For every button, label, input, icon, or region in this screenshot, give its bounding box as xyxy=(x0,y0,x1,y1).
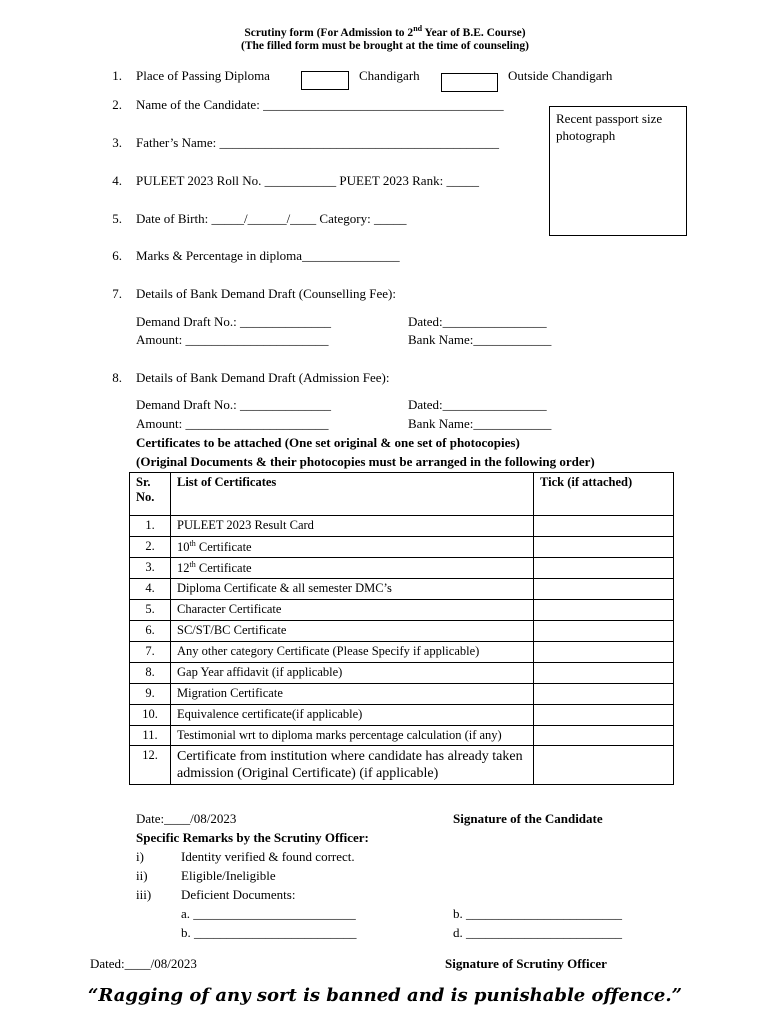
tick-cell[interactable] xyxy=(534,746,674,785)
counselling-dd-heading: Details of Bank Demand Draft (Counselling Fee): xyxy=(136,286,396,301)
deficient-doc-b-left-field[interactable]: b. _________________________ xyxy=(181,925,357,940)
deficient-doc-d-field[interactable]: d. ________________________ xyxy=(453,925,622,940)
table-header-row xyxy=(130,473,674,516)
remark-number: iii) xyxy=(136,887,152,902)
place-of-passing-label: Place of Passing Diploma xyxy=(136,68,270,83)
chandigarh-label: Chandigarh xyxy=(359,68,420,83)
deficient-doc-a-field[interactable]: a. _________________________ xyxy=(181,906,356,921)
table-row xyxy=(130,684,674,705)
tick-cell[interactable] xyxy=(534,705,674,726)
row-sr: 3. xyxy=(130,558,171,579)
table-row xyxy=(130,516,674,537)
admission-dd-number-field[interactable]: Demand Draft No.: ______________ xyxy=(136,397,331,412)
remark-number: ii) xyxy=(136,868,148,883)
table-row xyxy=(130,600,674,621)
admission-dd-dated-field[interactable]: Dated:________________ xyxy=(408,397,547,412)
remark-identity: Identity verified & found correct. xyxy=(181,849,355,864)
certificates-table xyxy=(129,472,674,785)
father-name-field[interactable]: Father’s Name: ___________________________________________ xyxy=(136,135,500,150)
row-certificate: SC/ST/BC Certificate xyxy=(171,621,534,642)
table-row xyxy=(130,726,674,746)
row-certificate: Migration Certificate xyxy=(171,684,534,705)
tick-cell[interactable] xyxy=(534,516,674,537)
ragging-notice: “Ragging of any sort is banned and is punishable offence.” xyxy=(88,985,682,1006)
field-number: 4. xyxy=(112,173,122,188)
candidate-name-field[interactable]: Name of the Candidate: _____________________________________ xyxy=(136,97,504,112)
roll-rank-field[interactable]: PULEET 2023 Roll No. ___________ PUEET 2023 Rank: _____ xyxy=(136,173,479,188)
officer-date-field[interactable]: Dated:____/08/2023 xyxy=(90,956,197,971)
sr-no-header: Sr. No. xyxy=(130,473,171,516)
row-certificate: Certificate from institution where candidate has already taken admission (Original Certificate) (if applicable) xyxy=(171,746,534,785)
row-sr: 2. xyxy=(130,537,171,558)
officer-signature-label: Signature of Scrutiny Officer xyxy=(445,956,607,971)
row-certificate: 12th Certificate xyxy=(171,558,534,579)
outside-chandigarh-checkbox[interactable] xyxy=(441,73,498,92)
tick-cell[interactable] xyxy=(534,642,674,663)
row-sr: 9. xyxy=(130,684,171,705)
remarks-heading: Specific Remarks by the Scrutiny Officer: xyxy=(136,830,369,845)
table-row xyxy=(130,579,674,600)
tick-cell[interactable] xyxy=(534,684,674,705)
list-header: List of Certificates xyxy=(171,473,534,516)
field-number: 6. xyxy=(112,248,122,263)
remark-number: i) xyxy=(136,849,144,864)
field-number: 5. xyxy=(112,211,122,226)
tick-cell[interactable] xyxy=(534,579,674,600)
table-row xyxy=(130,642,674,663)
remark-deficient: Deficient Documents: xyxy=(181,887,296,902)
deficient-doc-b-right-field[interactable]: b. ________________________ xyxy=(453,906,622,921)
tick-cell[interactable] xyxy=(534,558,674,579)
dob-category-field[interactable]: Date of Birth: _____/______/____ Category: _____ xyxy=(136,211,407,226)
marks-percentage-field[interactable]: Marks & Percentage in diploma_______________ xyxy=(136,248,400,263)
table-row xyxy=(130,621,674,642)
row-sr: 8. xyxy=(130,663,171,684)
table-row xyxy=(130,537,674,558)
tick-cell[interactable] xyxy=(534,621,674,642)
field-number: 2. xyxy=(112,97,122,112)
counselling-dd-bank-field[interactable]: Bank Name:____________ xyxy=(408,332,552,347)
field-number: 3. xyxy=(112,135,122,150)
certificates-order-note: (Original Documents & their photocopies must be arranged in the following order) xyxy=(136,454,595,469)
row-certificate: Character Certificate xyxy=(171,600,534,621)
row-certificate: Equivalence certificate(if applicable) xyxy=(171,705,534,726)
row-certificate: PULEET 2023 Result Card xyxy=(171,516,534,537)
row-sr: 11. xyxy=(130,726,171,746)
counselling-dd-dated-field[interactable]: Dated:________________ xyxy=(408,314,547,329)
field-number: 8. xyxy=(112,370,122,385)
counselling-dd-amount-field[interactable]: Amount: ______________________ xyxy=(136,332,329,347)
tick-cell[interactable] xyxy=(534,663,674,684)
admission-dd-amount-field[interactable]: Amount: ______________________ xyxy=(136,416,329,431)
form-title: Scrutiny form (For Admission to 2nd Year of B.E. Course) xyxy=(244,24,526,39)
field-number: 1. xyxy=(112,68,122,83)
form-subtitle: (The filled form must be brought at the time of counseling) xyxy=(241,40,529,52)
certificates-heading: Certificates to be attached (One set original & one set of photocopies) xyxy=(136,435,520,450)
candidate-signature-label: Signature of the Candidate xyxy=(453,811,603,826)
table-row xyxy=(130,746,674,785)
tick-cell[interactable] xyxy=(534,600,674,621)
tick-cell[interactable] xyxy=(534,537,674,558)
photo-box xyxy=(549,106,687,236)
row-sr: 1. xyxy=(130,516,171,537)
row-sr: 10. xyxy=(130,705,171,726)
admission-dd-heading: Details of Bank Demand Draft (Admission Fee): xyxy=(136,370,390,385)
photo-box-label: Recent passport size photograph xyxy=(556,111,663,143)
tick-header: Tick (if attached) xyxy=(534,473,674,516)
row-sr: 7. xyxy=(130,642,171,663)
candidate-date-field[interactable]: Date:____/08/2023 xyxy=(136,811,237,826)
row-certificate: Diploma Certificate & all semester DMC’s xyxy=(171,579,534,600)
row-sr: 5. xyxy=(130,600,171,621)
counselling-dd-number-field[interactable]: Demand Draft No.: ______________ xyxy=(136,314,331,329)
row-sr: 12. xyxy=(130,746,171,785)
row-sr: 4. xyxy=(130,579,171,600)
outside-chandigarh-label: Outside Chandigarh xyxy=(508,68,613,83)
table-row xyxy=(130,558,674,579)
row-certificate: Testimonial wrt to diploma marks percentage calculation (if any) xyxy=(171,726,534,746)
remark-eligibility: Eligible/Ineligible xyxy=(181,868,276,883)
admission-dd-bank-field[interactable]: Bank Name:____________ xyxy=(408,416,552,431)
row-certificate: Gap Year affidavit (if applicable) xyxy=(171,663,534,684)
chandigarh-checkbox[interactable] xyxy=(301,71,349,90)
tick-cell[interactable] xyxy=(534,726,674,746)
table-row xyxy=(130,663,674,684)
row-sr: 6. xyxy=(130,621,171,642)
field-number: 7. xyxy=(112,286,122,301)
table-row xyxy=(130,705,674,726)
row-certificate: Any other category Certificate (Please Specify if applicable) xyxy=(171,642,534,663)
row-certificate: 10th Certificate xyxy=(171,537,534,558)
